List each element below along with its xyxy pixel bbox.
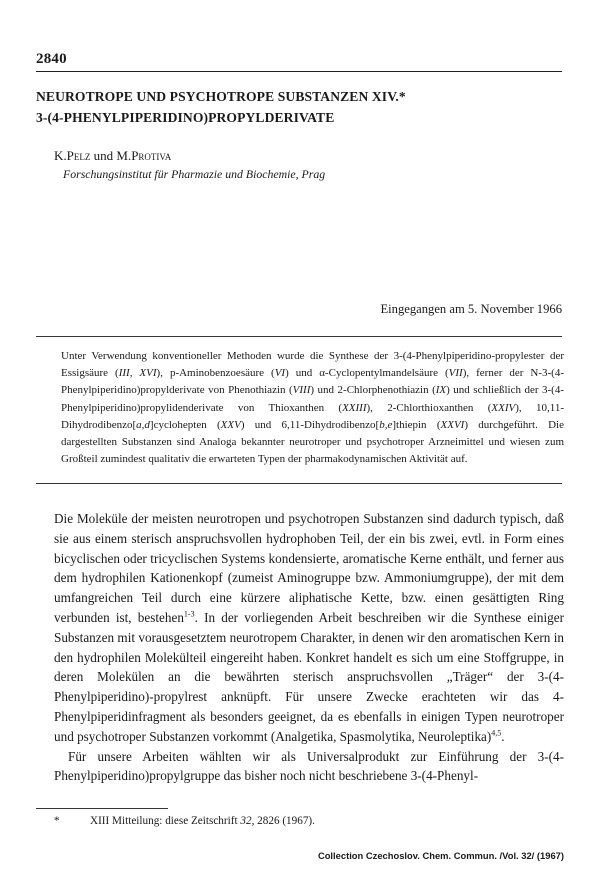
abstract-rule-bottom (36, 483, 562, 484)
author-2-initial: M. (116, 148, 132, 163)
article-title (36, 86, 556, 128)
title-line-2: 3-(4-PHENYLPIPERIDINO)PROPYLDERIVATE (36, 110, 335, 125)
page-number: 2840 (36, 51, 67, 67)
reference-superscript: 4,5 (491, 728, 502, 738)
title-line-1: NEUROTROPE UND PSYCHOTROPE SUBSTANZEN XIV.* (36, 89, 406, 104)
affiliation: Forschungsinstitut für Pharmazie und Biochemie, Prag (63, 167, 326, 181)
footnote: * XIII Mitteilung: diese Zeitschrift 32, 2826 (1967). (54, 815, 315, 827)
author-1-initial: K. (54, 148, 67, 163)
header-rule (36, 71, 562, 72)
body-text (54, 509, 564, 786)
paragraph-2: Für unsere Arbeiten wählten wir als Universalprodukt zur Einführung der 3-(4-Phenylpiperidino)propylgruppe das bisher noch nicht beschriebene 3-(4-Phenyl- (54, 748, 564, 784)
authors (54, 148, 171, 164)
footnote-volume: 32 (240, 815, 252, 827)
author-conjunction: und (90, 148, 117, 163)
reference-superscript: 1-3 (183, 609, 195, 619)
author-2-surname: Protiva (131, 148, 172, 163)
abstract: Unter Verwendung konventioneller Methoden wurde die Synthese der 3-(4-Phenylpiperidino-propylester der Essigsäure (III, XVI), p-Aminobenzoesäure (VI) und α-Cyclopentylmandelsäure (VII), ferner der N-3-(4-Phenylpiperidino)propylderivate von Phenothiazin (VIII) und 2-Chlorphenothiazin (IX) und schließlich der 3-(4-Phenylpiperidino)propylidenderivate von Thioxanthen (XXIII), 2-Chlorthioxanthen (XXIV), 10,11-Dihydrodibenzo[a,d]cyclohepten (XXV) und 6,11-Dihydrodibenzo[b,e]thiepin (XXVI) durchgeführt. Die dargestellten Substanzen sind Analoga bekannter neurotroper und psychotroper Arzneimittel und wiesen zum Großteil zumindest qualitativ die erwarteten Typen der pharmakodynamischen Aktivität auf. (61, 350, 565, 466)
author-1-surname: Pelz (66, 148, 91, 163)
running-footer: Collection Czechoslov. Chem. Commun. /Vol. 32/ (1967) (317, 850, 564, 861)
paragraph-1: Die Moleküle der meisten neurotropen und psychotropen Substanzen sind dadurch typisch, daß sie aus einem sterisch anspruchsvollen hydrophoben Teil, der ein bis zwei, evtl. in Form eines bicyclischen oder tricyclischen Systems kondensierte, aromatische Kerne enthält, und ferner aus dem hydrophilen Kationenkopf (zumeist Aminogruppe bzw. Ammoniumgruppe), der mit dem umfangreichen Teil durch eine kürzere aliphatische Kette, bzw. einen gesättigten Ring verbunden ist, bestehen$^{1-3}$. In der vorliegenden Arbeit beschreiben wir die Synthese einiger Substanzen mit vorausgesetztem neurotropem Charakter, in denen wir den aromatischen Kern in den hydrophilen Molekülteil eingereiht haben. Konkret handelt es sich um eine Stoffgruppe, in deren Molekülen an die bewährten sterisch anspruchsvollen „Träger“ der 3-(4-Phenylpiperidino)-propylrest anknüpft. Für unsere Zwecke erachteten wir das 4-Phenylpiperidinfragment als besonders geeignet, da es ebenfalls in einigen Typen neurotroper und psychotroper Substanzen vorkommt (Analgetika, Spasmolytika, Neuroleptika)$^{4,5}$. (54, 511, 564, 744)
footnote-rule (36, 808, 168, 809)
abstract-rule-top (36, 336, 562, 337)
received-date: Eingegangen am 5. November 1966 (380, 302, 562, 316)
footnote-mark: * (54, 815, 60, 827)
